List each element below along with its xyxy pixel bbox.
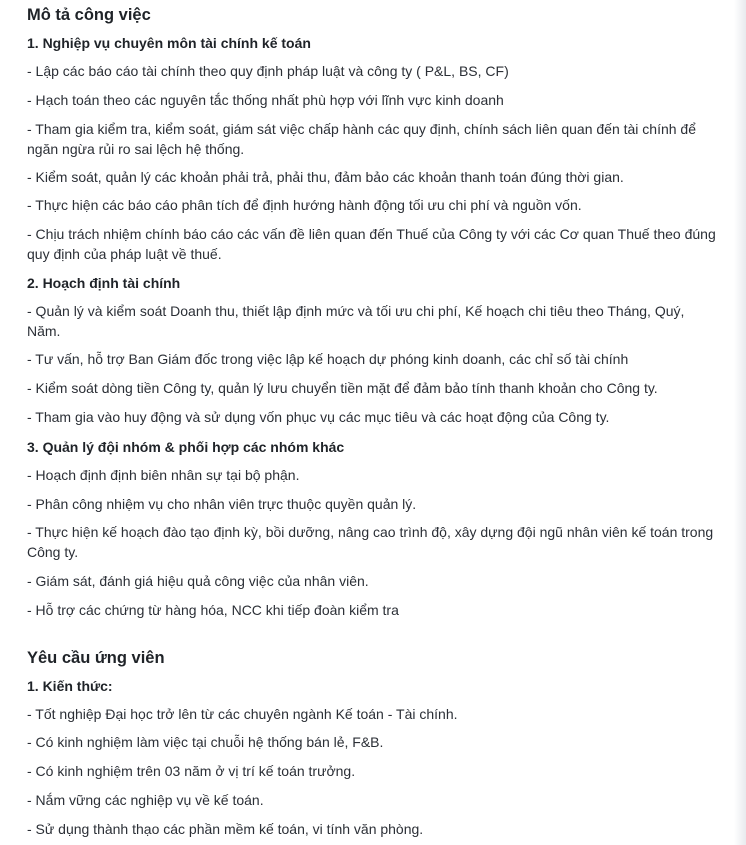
- list-item: - Tham gia vào huy động và sử dụng vốn phục vụ các mục tiêu và các hoạt động của Công ty.: [27, 409, 610, 425]
- list-item: - Lập các báo cáo tài chính theo quy định pháp luật và công ty ( P&L, BS, CF): [27, 63, 509, 79]
- group-heading-financial-planning: 2. Hoạch định tài chính: [27, 275, 181, 291]
- section-title-candidate-requirements: Yêu cầu ứng viên: [27, 649, 165, 667]
- list-item: - Có kinh nghiệm làm việc tại chuỗi hệ thống bán lẻ, F&B.: [27, 734, 384, 750]
- list-item: - Tư vấn, hỗ trợ Ban Giám đốc trong việc lập kế hoạch dự phóng kinh doanh, các chỉ số tài chính: [27, 351, 629, 367]
- list-item: - Có kinh nghiệm trên 03 năm ở vị trí kế toán trưởng.: [27, 763, 356, 779]
- list-item: - Kiểm soát dòng tiền Công ty, quản lý lưu chuyển tiền mặt để đảm bảo tính thanh khoản cho Công ty.: [27, 380, 658, 396]
- list-item: - Kiểm soát, quản lý các khoản phải trả, phải thu, đảm bảo các khoản thanh toán đúng thời gian.: [27, 169, 624, 185]
- list-item: - Thực hiện các báo cáo phân tích để định hướng hành động tối ưu chi phí và nguồn vốn.: [27, 197, 582, 213]
- list-item: - Tham gia kiểm tra, kiểm soát, giám sát việc chấp hành các quy định, chính sách liên quan đến tài chính để ngăn ngừa rủi ro sai lệch hệ thống.: [27, 121, 697, 157]
- section-title-job-description: Mô tả công việc: [27, 6, 151, 24]
- list-item: - Chịu trách nhiệm chính báo cáo các vấn đề liên quan đến Thuế của Công ty với các Cơ quan Thuế theo đúng quy định của pháp luật về thuế.: [27, 226, 716, 262]
- list-item: - Tốt nghiệp Đại học trở lên từ các chuyên ngành Kế toán - Tài chính.: [27, 706, 458, 722]
- list-item: - Giám sát, đánh giá hiệu quả công việc của nhân viên.: [27, 573, 369, 589]
- group-heading-team-management: 3. Quản lý đội nhóm & phối hợp các nhóm khác: [27, 439, 345, 455]
- list-item: - Hoạch định định biên nhân sự tại bộ phận.: [27, 467, 300, 483]
- list-item: - Thực hiện kế hoạch đào tạo định kỳ, bồi dưỡng, nâng cao trình độ, xây dựng đội ngũ nhân viên kế toán trong Công ty.: [27, 524, 714, 560]
- list-item: - Sử dụng thành thạo các phần mềm kế toán, vi tính văn phòng.: [27, 821, 424, 837]
- group-heading-knowledge: 1. Kiến thức:: [27, 678, 113, 694]
- list-item: - Hạch toán theo các nguyên tắc thống nhất phù hợp với lĩnh vực kinh doanh: [27, 92, 504, 108]
- list-item: - Quản lý và kiểm soát Doanh thu, thiết lập định mức và tối ưu chi phí, Kế hoạch chi tiêu theo Tháng, Quý, Năm.: [27, 303, 685, 339]
- list-item: - Hỗ trợ các chứng từ hàng hóa, NCC khi tiếp đoàn kiểm tra: [27, 602, 399, 618]
- list-item: - Nắm vững các nghiệp vụ về kế toán.: [27, 792, 264, 808]
- scroll-edge-shadow: [734, 0, 746, 845]
- list-item: - Phân công nhiệm vụ cho nhân viên trực thuộc quyền quản lý.: [27, 496, 417, 512]
- group-heading-accounting: 1. Nghiệp vụ chuyên môn tài chính kế toán: [27, 35, 311, 51]
